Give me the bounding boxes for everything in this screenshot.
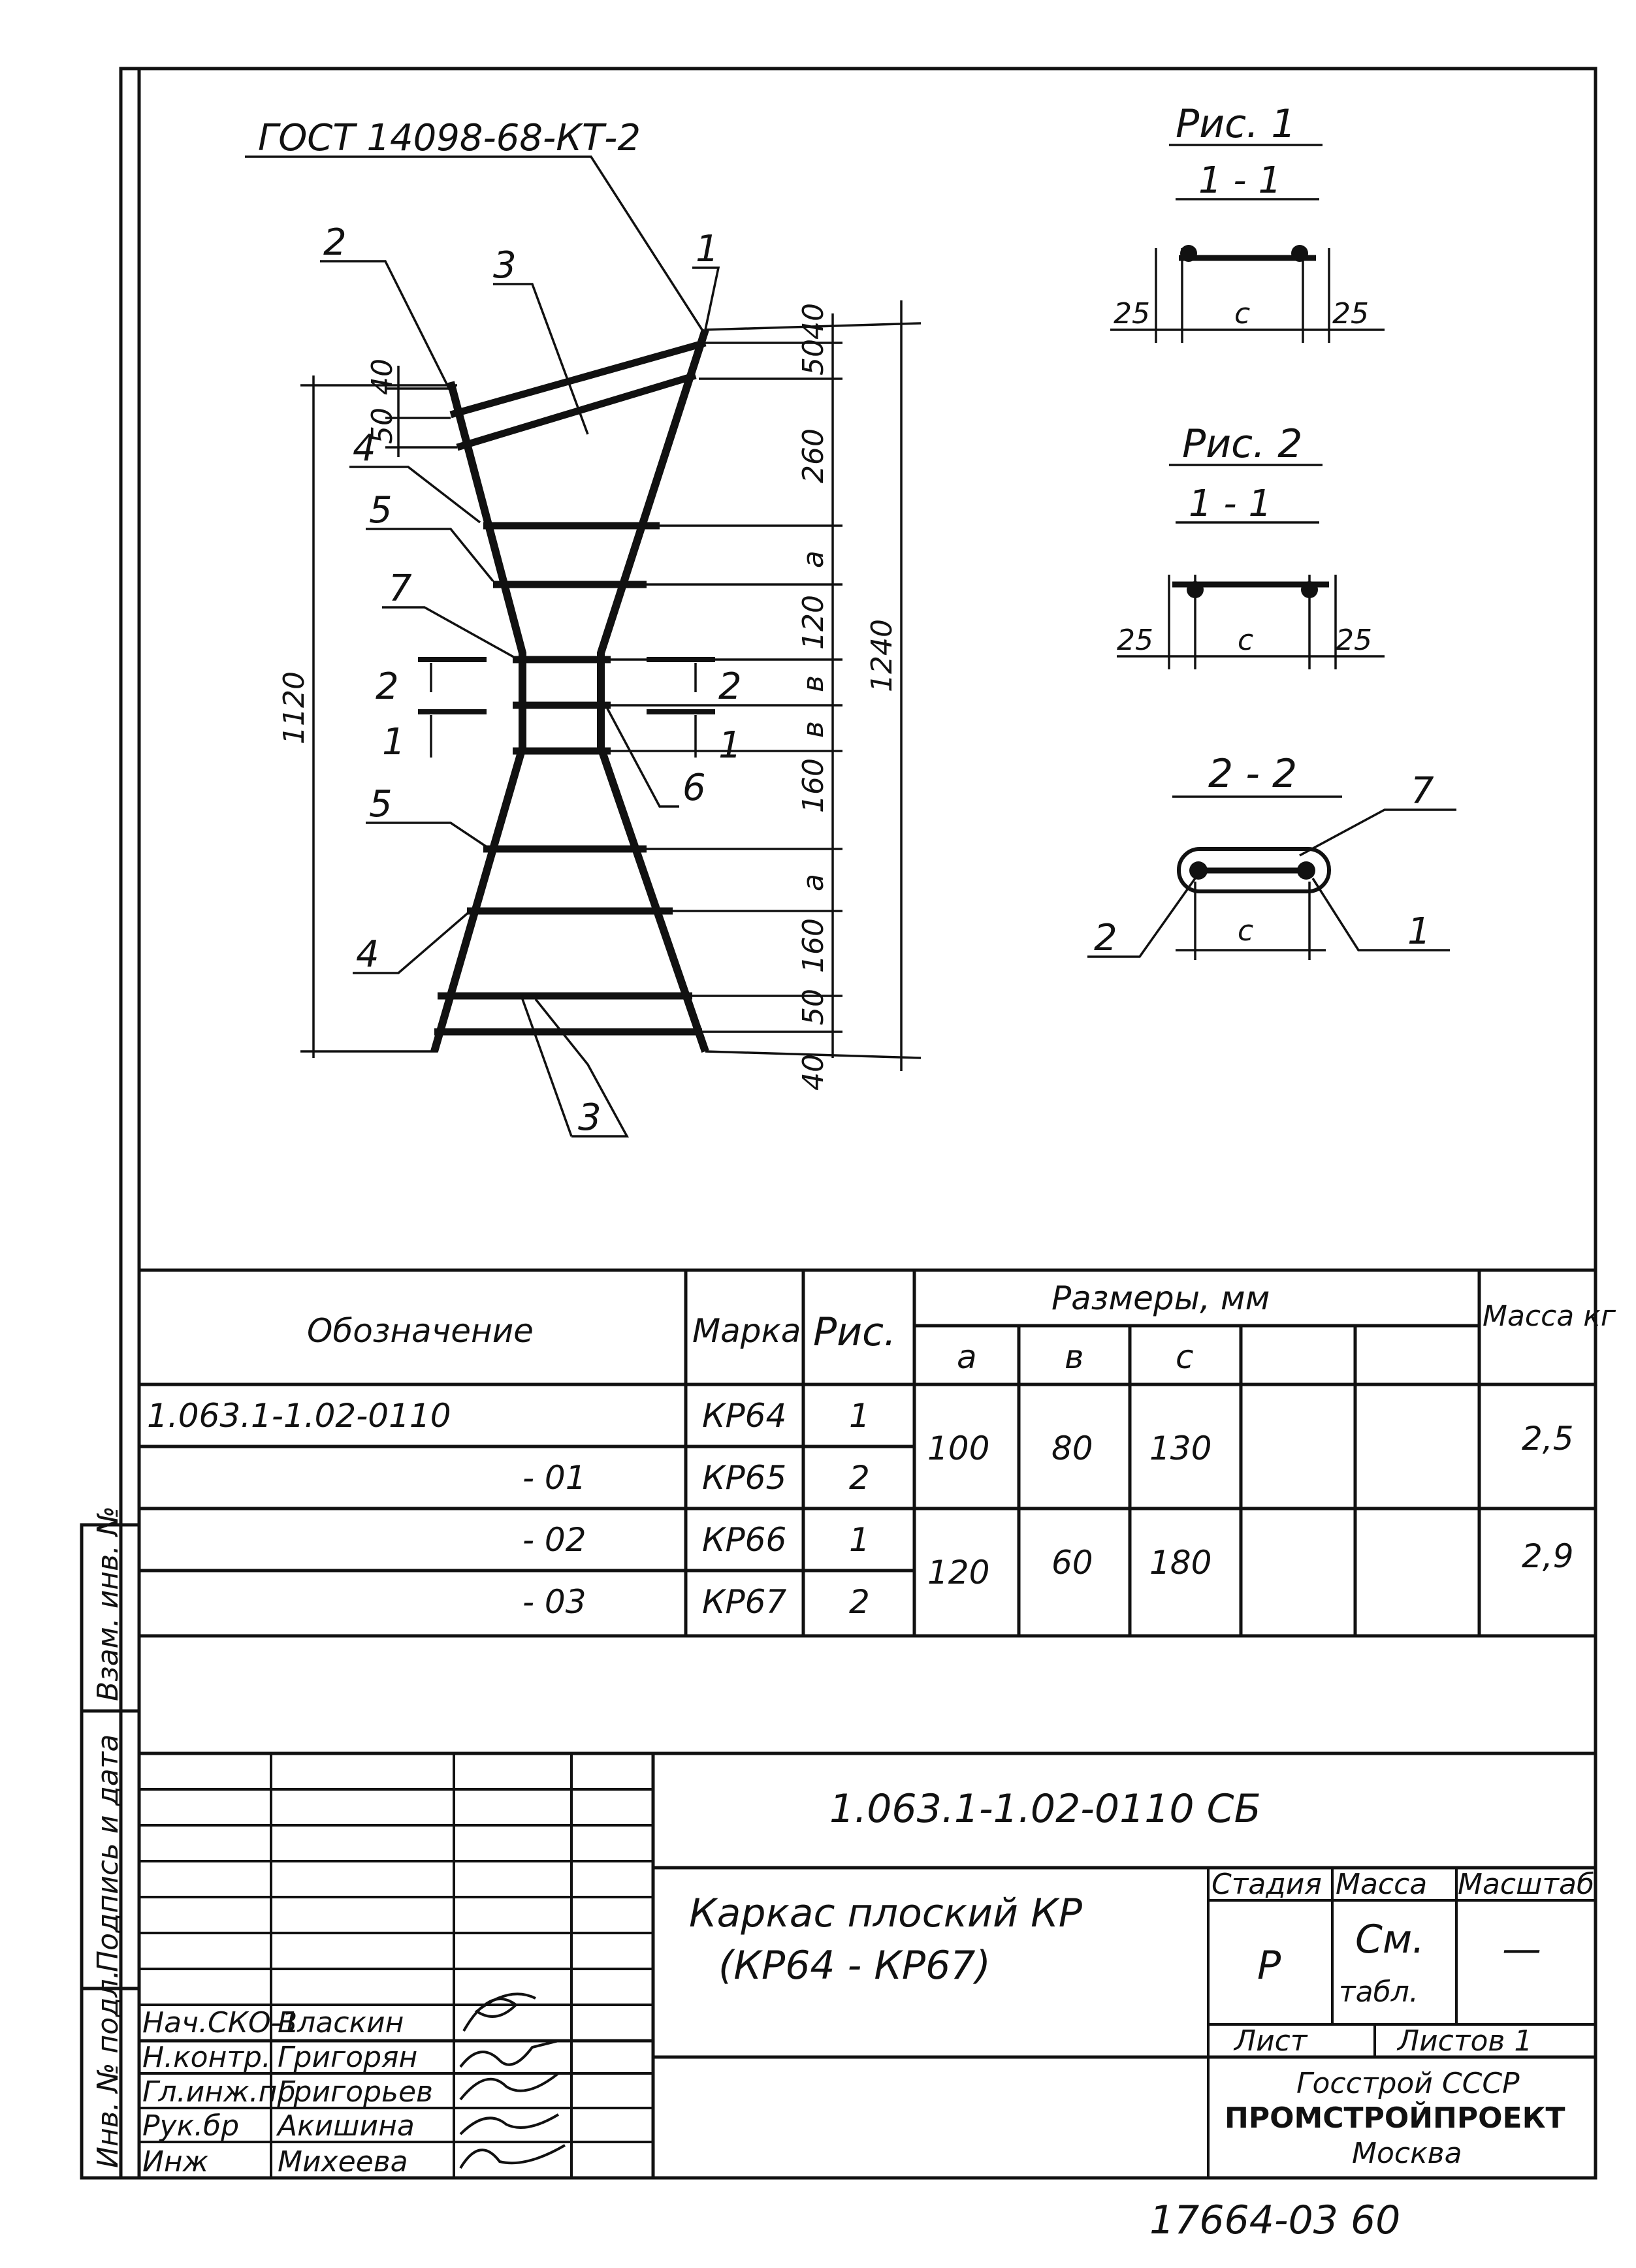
dim-chain-4: 120 xyxy=(797,595,830,650)
group-1-mass: 2,9 xyxy=(1522,1537,1574,1575)
dim-chain-10: 50 xyxy=(797,989,830,1025)
sec22-dim-c: c xyxy=(1238,914,1254,948)
sec22-pos-7: 7 xyxy=(1411,770,1434,812)
fig1-title: Рис. 1 xyxy=(1176,101,1296,147)
scale-value: — xyxy=(1502,1926,1541,1972)
group-1-a: 120 xyxy=(927,1554,990,1591)
sec22-pos-1: 1 xyxy=(1407,910,1431,953)
row-2-designation: - 02 xyxy=(522,1521,586,1559)
th-dims: Размеры, мм xyxy=(1051,1279,1270,1317)
doc-name-1: Каркас плоский КР xyxy=(689,1891,1082,1936)
fig1-dim-c: c xyxy=(1234,297,1251,330)
group-1-c: 180 xyxy=(1149,1544,1212,1582)
signature-4 xyxy=(460,2115,558,2134)
row-1-fig: 2 xyxy=(849,1459,870,1497)
sheets-label: Листов 1 xyxy=(1398,2024,1533,2058)
pos-4b-label: 4 xyxy=(356,933,379,976)
signer-0-name: Власкин xyxy=(278,2006,404,2039)
section-mark-1-left: 1 xyxy=(382,721,406,763)
dim-chain-6: в xyxy=(797,721,830,738)
section-mark-1-right: 1 xyxy=(718,724,742,767)
group-0-b: 80 xyxy=(1051,1429,1093,1467)
th-c: c xyxy=(1176,1338,1194,1376)
pos-5b-label: 5 xyxy=(369,783,393,825)
dim-chain-0: 40 xyxy=(797,303,830,340)
stamp-podpis: Подпись и дата xyxy=(91,1734,125,1972)
fig1-section: 1 - 1 xyxy=(1198,159,1282,202)
sheet-label: Лист xyxy=(1234,2024,1307,2058)
dim-chain-2: 260 xyxy=(797,428,830,483)
row-0-designation: 1.063.1-1.02-0110 xyxy=(147,1397,451,1435)
rod-left xyxy=(434,382,522,1051)
fig2-dim-left: 25 xyxy=(1117,624,1153,657)
stage-label: Стадия xyxy=(1211,1868,1322,1901)
fig2-dim-c: c xyxy=(1238,624,1254,657)
fig2-dim-right: 25 xyxy=(1336,624,1372,657)
signer-2-name: Григорьев xyxy=(278,2075,433,2109)
dim-1240: 1240 xyxy=(865,619,899,692)
pos-3-label: 3 xyxy=(493,244,517,287)
frame-drawing xyxy=(434,330,705,1051)
signature-2 xyxy=(460,2041,558,2067)
signature-1 xyxy=(464,1994,536,2031)
group-1-b: 60 xyxy=(1051,1544,1093,1582)
pos-1-label: 1 xyxy=(696,228,719,270)
scale-label: Масштаб xyxy=(1458,1868,1595,1901)
sec22-pos-2: 2 xyxy=(1094,917,1117,959)
dim-40-left: 40 xyxy=(366,359,399,395)
signature-5 xyxy=(460,2145,565,2168)
th-fig: Рис. xyxy=(813,1309,897,1355)
dim-chain-8: a xyxy=(797,874,830,891)
row-2-fig: 1 xyxy=(849,1521,870,1559)
signer-1-name: Григорян xyxy=(278,2041,418,2074)
signer-3-role: Рук.бр xyxy=(142,2109,240,2143)
doc-name-2: (КР64 - КР67) xyxy=(718,1943,991,1988)
stamp-vzam: Взам. инв. № xyxy=(91,1506,125,1701)
signer-2-role: Гл.инж.пр xyxy=(142,2075,296,2109)
section-mark-2-left: 2 xyxy=(376,665,399,708)
dim-chain-1: 50 xyxy=(797,339,830,375)
signer-0-role: Нач.СКО-1 xyxy=(142,2006,300,2039)
dim-50-left: 50 xyxy=(366,407,399,444)
pos-2-label: 2 xyxy=(323,221,347,264)
stamp-inv-podl: Инв. № подл. xyxy=(91,1970,125,2168)
pos-4-label: 4 xyxy=(353,427,376,470)
dim-chain-7: 160 xyxy=(797,758,830,813)
org-1: Госстрой СССР xyxy=(1296,2067,1520,2100)
section-mark-2-right: 2 xyxy=(718,665,742,708)
pos-6-label: 6 xyxy=(682,767,706,809)
pos-5-label: 5 xyxy=(369,489,393,532)
row-3-mark: КР67 xyxy=(702,1583,787,1621)
fig2-section: 1 - 1 xyxy=(1189,483,1272,525)
dim-chain-3: a xyxy=(797,551,830,568)
gost-label: ГОСТ 14098-68-КТ-2 xyxy=(258,117,641,159)
pos-7-label: 7 xyxy=(389,567,412,610)
mass-value-1: См. xyxy=(1355,1917,1425,1962)
dim-chain-11: 40 xyxy=(797,1054,830,1091)
org-2: ПРОМСТРОЙПРОЕКТ xyxy=(1225,2101,1565,2135)
th-mark: Марка xyxy=(692,1312,801,1350)
th-mass: Масса кг xyxy=(1483,1300,1616,1333)
mass-value-2: табл. xyxy=(1339,1975,1419,2009)
dim-chain-9: 160 xyxy=(797,918,830,973)
footer-number: 17664-03 60 xyxy=(1149,2197,1401,2243)
signer-1-role: Н.контр. xyxy=(142,2041,271,2074)
row-1-mark: КР65 xyxy=(702,1459,787,1497)
dim-chain-5: в xyxy=(797,675,830,692)
group-0-c: 130 xyxy=(1149,1429,1212,1467)
mass-label: Масса xyxy=(1336,1868,1428,1901)
signer-4-role: Инж xyxy=(142,2145,209,2179)
th-b: в xyxy=(1065,1338,1084,1376)
org-3: Москва xyxy=(1352,2137,1462,2170)
dim-1120: 1120 xyxy=(278,671,311,744)
row-0-fig: 1 xyxy=(849,1397,870,1435)
fig2-title: Рис. 2 xyxy=(1182,421,1303,467)
th-designation: Обозначение xyxy=(307,1312,534,1350)
signer-4-name: Михеева xyxy=(278,2145,408,2179)
row-3-fig: 2 xyxy=(849,1583,870,1621)
rod-right xyxy=(601,330,705,1051)
row-1-designation: - 01 xyxy=(522,1459,586,1497)
signature-3 xyxy=(460,2073,558,2100)
signer-3-name: Акишина xyxy=(278,2109,415,2143)
fig1-dim-left: 25 xyxy=(1114,297,1150,330)
row-2-mark: КР66 xyxy=(702,1521,787,1559)
doc-code: 1.063.1-1.02-0110 СБ xyxy=(829,1786,1261,1832)
pos-3b-label: 3 xyxy=(578,1096,601,1139)
stage-value: Р xyxy=(1257,1943,1281,1988)
fig1-dim-right: 25 xyxy=(1332,297,1369,330)
group-0-a: 100 xyxy=(927,1429,990,1467)
row-0-mark: КР64 xyxy=(702,1397,787,1435)
row-3-designation: - 03 xyxy=(522,1583,586,1621)
group-0-mass: 2,5 xyxy=(1522,1420,1574,1458)
sec22-title: 2 - 2 xyxy=(1208,751,1298,797)
th-a: a xyxy=(957,1338,977,1376)
